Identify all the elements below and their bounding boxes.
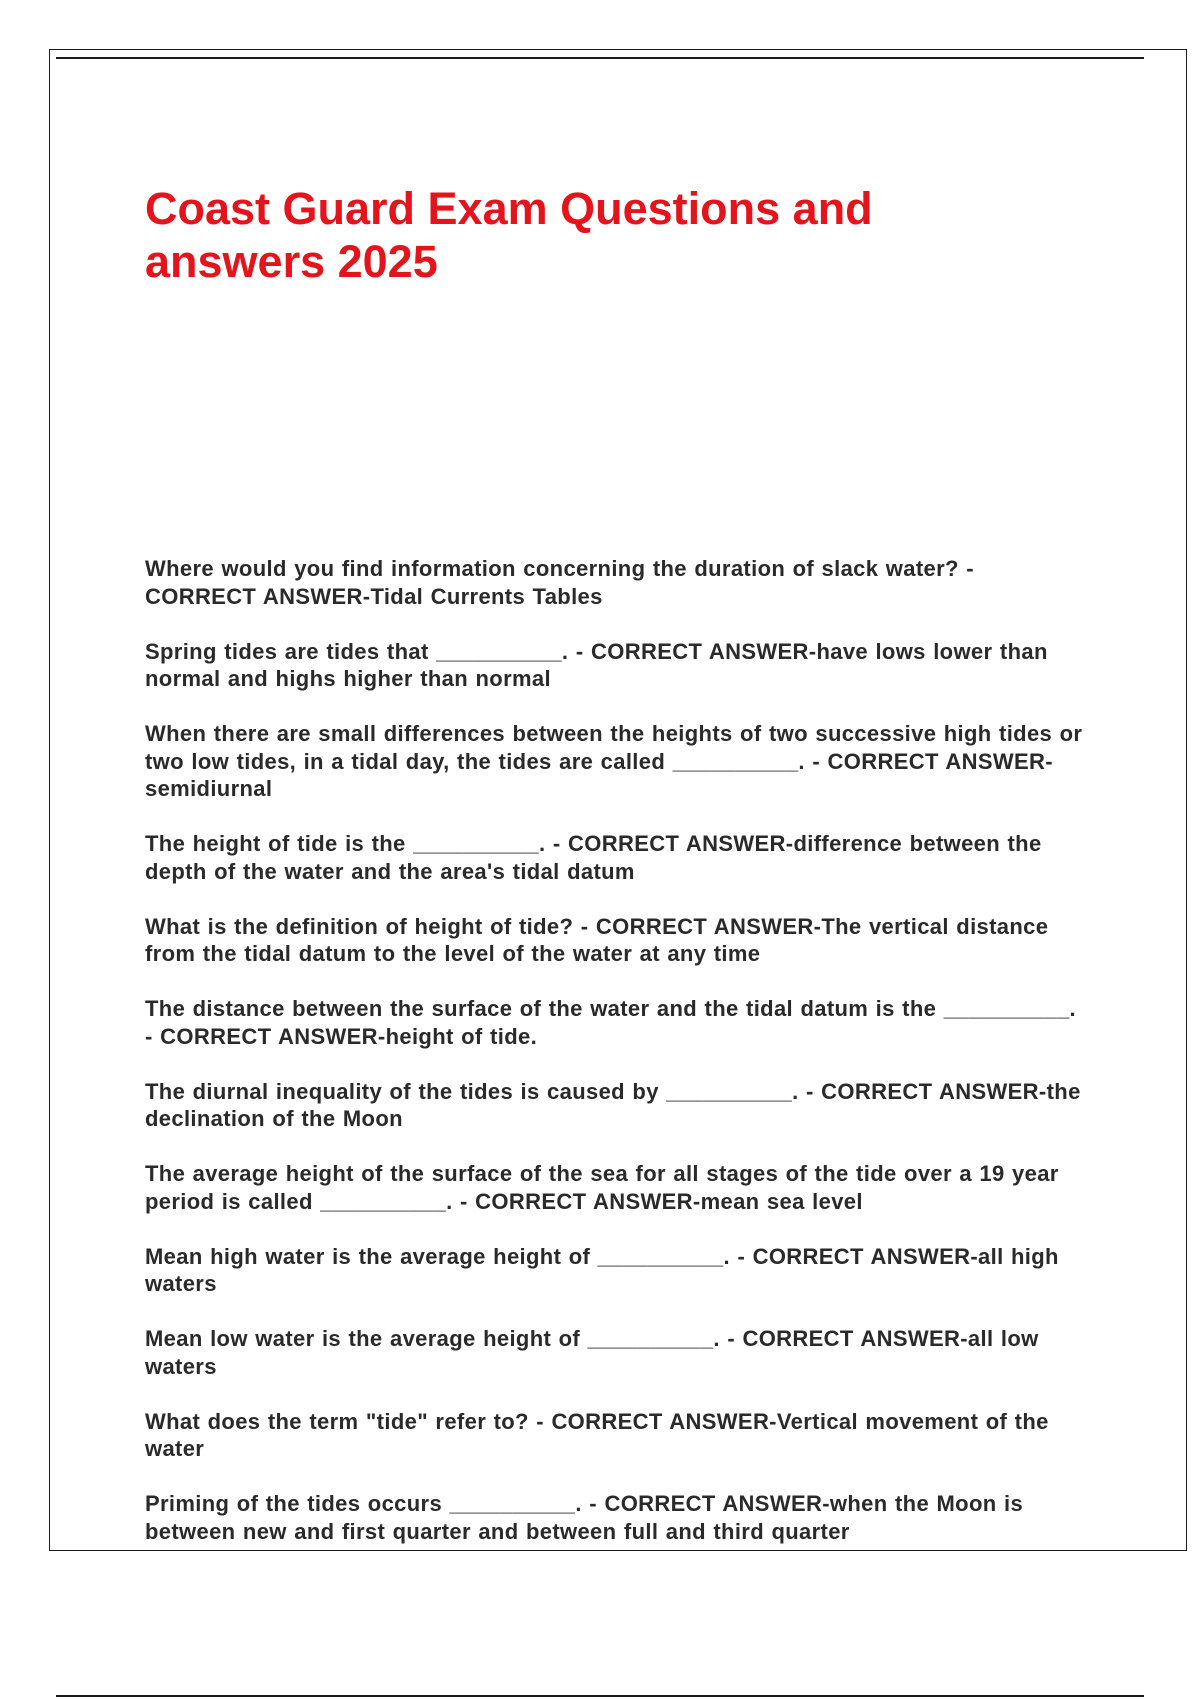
answer-text: have lows lower than normal and highs higher than normal bbox=[145, 638, 1048, 691]
answer-text: height of tide. bbox=[385, 1023, 538, 1049]
qa-item bbox=[145, 638, 1085, 693]
answer-text: The vertical distance from the tidal datum to the level of the water at any time bbox=[145, 913, 1049, 966]
qa-item bbox=[145, 1490, 1085, 1545]
qa-list bbox=[145, 555, 1085, 1573]
qa-item bbox=[145, 555, 1085, 610]
question-text: Mean low water is the average height of __________. bbox=[145, 1326, 720, 1351]
qa-item bbox=[145, 720, 1085, 803]
question-text: When there are small differences between the heights of two successive high tides or two low tides, in a tidal day, the tides are called __________. bbox=[145, 721, 1083, 774]
answer-separator: - bbox=[568, 638, 592, 664]
answer-label: CORRECT ANSWER- bbox=[591, 638, 817, 664]
qa-item bbox=[145, 1160, 1085, 1215]
question-text: Priming of the tides occurs __________. bbox=[145, 1491, 582, 1516]
answer-separator: - bbox=[729, 1243, 753, 1269]
answer-separator: - bbox=[145, 1023, 161, 1049]
answer-separator: - bbox=[573, 913, 596, 939]
question-text: What does the term "tide" refer to? bbox=[145, 1408, 529, 1434]
answer-label: CORRECT ANSWER- bbox=[145, 583, 371, 609]
answer-label: CORRECT ANSWER- bbox=[160, 1023, 386, 1049]
document-title: Coast Guard Exam Questions and answers 2025 bbox=[145, 183, 873, 287]
answer-separator: - bbox=[958, 556, 974, 581]
question-text: Where would you find information concerning the duration of slack water? bbox=[145, 556, 959, 581]
bottom-rule bbox=[56, 1695, 1144, 1697]
answer-label: CORRECT ANSWER- bbox=[821, 1078, 1047, 1104]
qa-item bbox=[145, 1325, 1085, 1380]
answer-label: CORRECT ANSWER- bbox=[827, 748, 1053, 774]
answer-text: semidiurnal bbox=[145, 776, 273, 801]
answer-label: CORRECT ANSWER- bbox=[604, 1491, 830, 1516]
answer-text: all low waters bbox=[145, 1326, 1039, 1379]
qa-item bbox=[145, 913, 1085, 968]
answer-separator: - bbox=[452, 1188, 476, 1214]
answer-text: when the Moon is between new and first quarter and between full and third quarter bbox=[145, 1491, 1024, 1544]
qa-item bbox=[145, 1408, 1085, 1463]
top-rule bbox=[56, 57, 1144, 59]
answer-label: CORRECT ANSWER- bbox=[475, 1188, 701, 1214]
answer-text: Vertical movement of the water bbox=[145, 1408, 1049, 1461]
answer-text: mean sea level bbox=[700, 1188, 863, 1214]
answer-label: CORRECT ANSWER- bbox=[742, 1326, 968, 1351]
question-text: The diurnal inequality of the tides is caused by __________. bbox=[145, 1078, 799, 1104]
answer-label: CORRECT ANSWER- bbox=[752, 1243, 979, 1269]
answer-separator: - bbox=[804, 748, 828, 774]
question-text: Spring tides are tides that __________. bbox=[145, 638, 569, 664]
answer-label: CORRECT ANSWER- bbox=[568, 831, 794, 856]
answer-label: CORRECT ANSWER- bbox=[551, 1408, 777, 1434]
answer-text: Tidal Currents Tables bbox=[370, 583, 603, 609]
question-text: What is the definition of height of tide? bbox=[145, 913, 574, 939]
qa-item bbox=[145, 1243, 1085, 1298]
answer-text: the declination of the Moon bbox=[145, 1078, 1081, 1131]
answer-text: difference between the depth of the water and the area's tidal datum bbox=[145, 831, 1042, 884]
question-text: Mean high water is the average height of __________. bbox=[145, 1243, 730, 1269]
answer-text: all high waters bbox=[145, 1243, 1059, 1296]
question-text: The distance between the surface of the water and the tidal datum is the __________. bbox=[145, 996, 1077, 1021]
qa-item bbox=[145, 995, 1085, 1050]
answer-separator: - bbox=[719, 1326, 743, 1351]
answer-separator: - bbox=[581, 1491, 605, 1516]
question-text: The height of tide is the __________. bbox=[145, 831, 546, 856]
qa-item bbox=[145, 1078, 1085, 1133]
qa-item bbox=[145, 830, 1085, 885]
answer-label: CORRECT ANSWER- bbox=[595, 913, 822, 939]
question-text: The average height of the surface of the sea for all stages of the tide over a 19 year period is called __________. bbox=[145, 1161, 1059, 1214]
answer-separator: - bbox=[528, 1408, 552, 1434]
answer-separator: - bbox=[798, 1078, 822, 1104]
answer-separator: - bbox=[545, 831, 569, 856]
